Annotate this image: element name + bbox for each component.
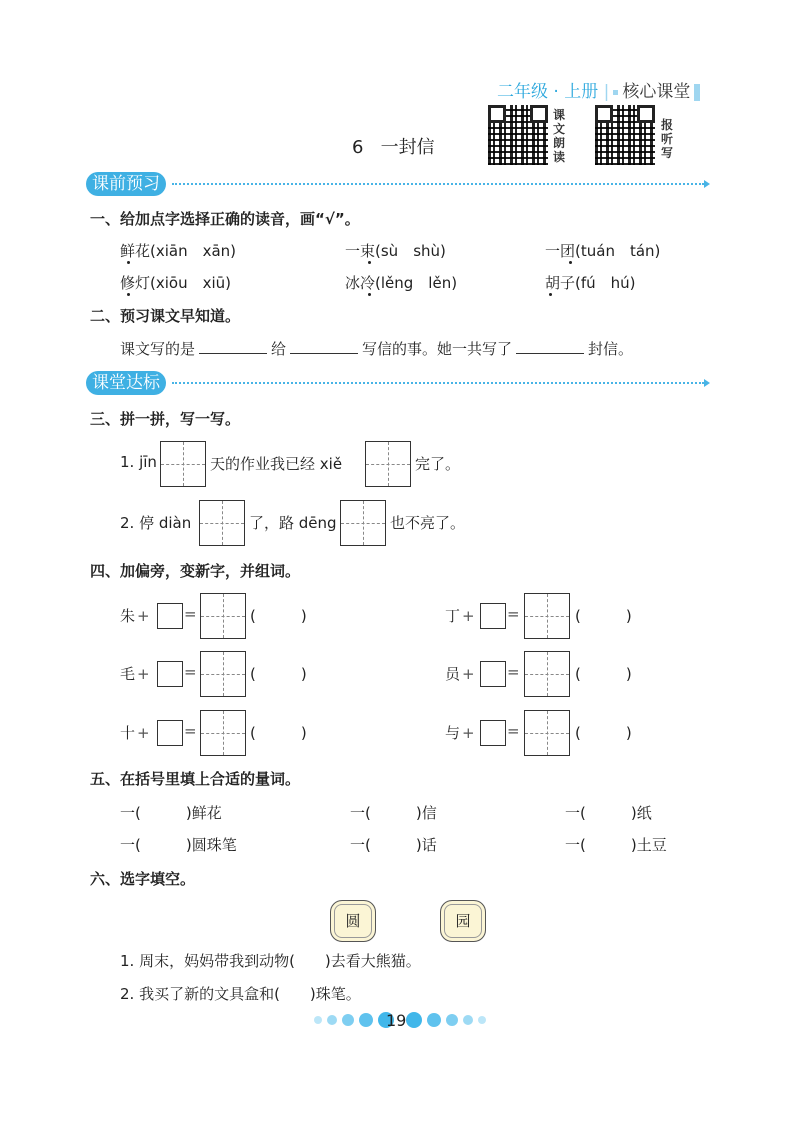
footer-dot bbox=[427, 1013, 441, 1027]
word-blank[interactable]: ( ) bbox=[250, 607, 307, 625]
radical-box[interactable] bbox=[480, 661, 506, 687]
word-blank[interactable]: ( ) bbox=[575, 607, 632, 625]
q6-sentence: 1. 周末，妈妈带我到动物( )去看大熊猫。 bbox=[120, 952, 421, 970]
q5-item[interactable]: 一( )纸 bbox=[565, 804, 652, 822]
q1-item: 胡子(fú hú) bbox=[545, 274, 636, 292]
q5-item[interactable]: 一( )话 bbox=[350, 836, 437, 854]
q1-item: 鲜花(xiān xān) bbox=[120, 242, 237, 260]
writing-grid[interactable] bbox=[340, 500, 386, 546]
footer-dot bbox=[342, 1014, 354, 1026]
q4-base-char: 丁 + bbox=[445, 607, 475, 625]
radical-box[interactable] bbox=[480, 720, 506, 746]
answer-blank[interactable] bbox=[199, 339, 267, 354]
radical-box[interactable] bbox=[157, 661, 183, 687]
equals-sign: = bbox=[184, 663, 197, 681]
writing-grid[interactable] bbox=[200, 593, 246, 639]
writing-grid[interactable] bbox=[199, 500, 245, 546]
equals-sign: = bbox=[507, 605, 520, 623]
q4-base-char: 与 + bbox=[445, 724, 475, 742]
writing-grid[interactable] bbox=[524, 651, 570, 697]
grade-label: 二年级 · 上册 bbox=[497, 82, 599, 102]
equals-sign: = bbox=[184, 722, 197, 740]
q3-heading: 三、拼一拼，写一写。 bbox=[90, 410, 241, 428]
option-yuan-garden[interactable]: 园 bbox=[440, 900, 486, 942]
option-yuan-round[interactable]: 圆 bbox=[330, 900, 376, 942]
footer-dot bbox=[463, 1015, 473, 1025]
section-banner-classwork: 课堂达标 bbox=[86, 371, 166, 395]
divider bbox=[172, 382, 704, 384]
q2-sentence: 课文写的是 给 写信的事。她一共写了 封信。 bbox=[120, 340, 634, 358]
q2-heading: 二、预习课文早知道。 bbox=[90, 307, 241, 325]
equals-sign: = bbox=[184, 605, 197, 623]
answer-blank[interactable] bbox=[516, 339, 584, 354]
writing-grid[interactable] bbox=[200, 710, 246, 756]
word-blank[interactable]: ( ) bbox=[575, 724, 632, 742]
radical-box[interactable] bbox=[480, 603, 506, 629]
word-blank[interactable]: ( ) bbox=[250, 665, 307, 683]
footer-dot bbox=[314, 1016, 322, 1024]
arrow-icon bbox=[704, 180, 710, 188]
footer-dot bbox=[406, 1012, 422, 1028]
equals-sign: = bbox=[507, 722, 520, 740]
q5-item[interactable]: 一( )土豆 bbox=[565, 836, 667, 854]
q3-text: 了，路 dēng bbox=[249, 514, 337, 532]
footer-dot bbox=[327, 1015, 337, 1025]
q5-item[interactable]: 一( )信 bbox=[350, 804, 437, 822]
q5-heading: 五、在括号里填上合适的量词。 bbox=[90, 770, 301, 788]
divider bbox=[172, 183, 704, 185]
qr-code-dictation[interactable] bbox=[595, 105, 655, 165]
radical-box[interactable] bbox=[157, 603, 183, 629]
q3-text: 1. jīn bbox=[120, 453, 157, 471]
radical-box[interactable] bbox=[157, 720, 183, 746]
q4-base-char: 朱 + bbox=[120, 607, 150, 625]
q6-sentence: 2. 我买了新的文具盒和( )珠笔。 bbox=[120, 985, 361, 1003]
qr-label-reading: 课文朗读 bbox=[553, 108, 566, 164]
q3-text: 也不亮了。 bbox=[390, 514, 466, 532]
writing-grid[interactable] bbox=[160, 441, 206, 487]
q3-text: 天的作业我已经 xiě bbox=[210, 455, 343, 473]
page-header: 二年级 · 上册 | 核心课堂 bbox=[497, 77, 700, 102]
section-banner-preview: 课前预习 bbox=[86, 172, 166, 196]
writing-grid[interactable] bbox=[200, 651, 246, 697]
q5-item[interactable]: 一( )鲜花 bbox=[120, 804, 222, 822]
word-blank[interactable]: ( ) bbox=[575, 665, 632, 683]
writing-grid[interactable] bbox=[365, 441, 411, 487]
q1-item: 一束(sù shù) bbox=[345, 242, 446, 260]
qr-code-reading[interactable] bbox=[488, 105, 548, 165]
word-blank[interactable]: ( ) bbox=[250, 724, 307, 742]
page-number: 19 bbox=[386, 1011, 407, 1030]
writing-grid[interactable] bbox=[524, 593, 570, 639]
footer-dot bbox=[359, 1013, 373, 1027]
q4-base-char: 毛 + bbox=[120, 665, 150, 683]
q3-text: 完了。 bbox=[415, 455, 461, 473]
q1-item: 冰冷(lěng lěn) bbox=[345, 274, 458, 292]
arrow-icon bbox=[704, 379, 710, 387]
equals-sign: = bbox=[507, 663, 520, 681]
writing-grid[interactable] bbox=[524, 710, 570, 756]
q3-text: 2. 停 diàn bbox=[120, 514, 192, 532]
footer-dot bbox=[478, 1016, 486, 1024]
q1-item: 一团(tuán tán) bbox=[545, 242, 661, 260]
footer-dot bbox=[446, 1014, 458, 1026]
answer-blank[interactable] bbox=[290, 339, 358, 354]
q5-item[interactable]: 一( )圆珠笔 bbox=[120, 836, 237, 854]
q4-base-char: 员 + bbox=[445, 665, 475, 683]
lesson-title: 6 一封信 bbox=[352, 137, 435, 158]
q4-heading: 四、加偏旁，变新字，并组词。 bbox=[90, 562, 301, 580]
q4-base-char: 十 + bbox=[120, 724, 150, 742]
series-label: 核心课堂 bbox=[622, 82, 691, 102]
q6-heading: 六、选字填空。 bbox=[90, 870, 196, 888]
q1-item: 修灯(xiōu xiū) bbox=[120, 274, 231, 292]
q1-heading: 一、给加点字选择正确的读音，画“√”。 bbox=[90, 210, 360, 228]
qr-label-dictation: 报听写 bbox=[661, 118, 674, 160]
